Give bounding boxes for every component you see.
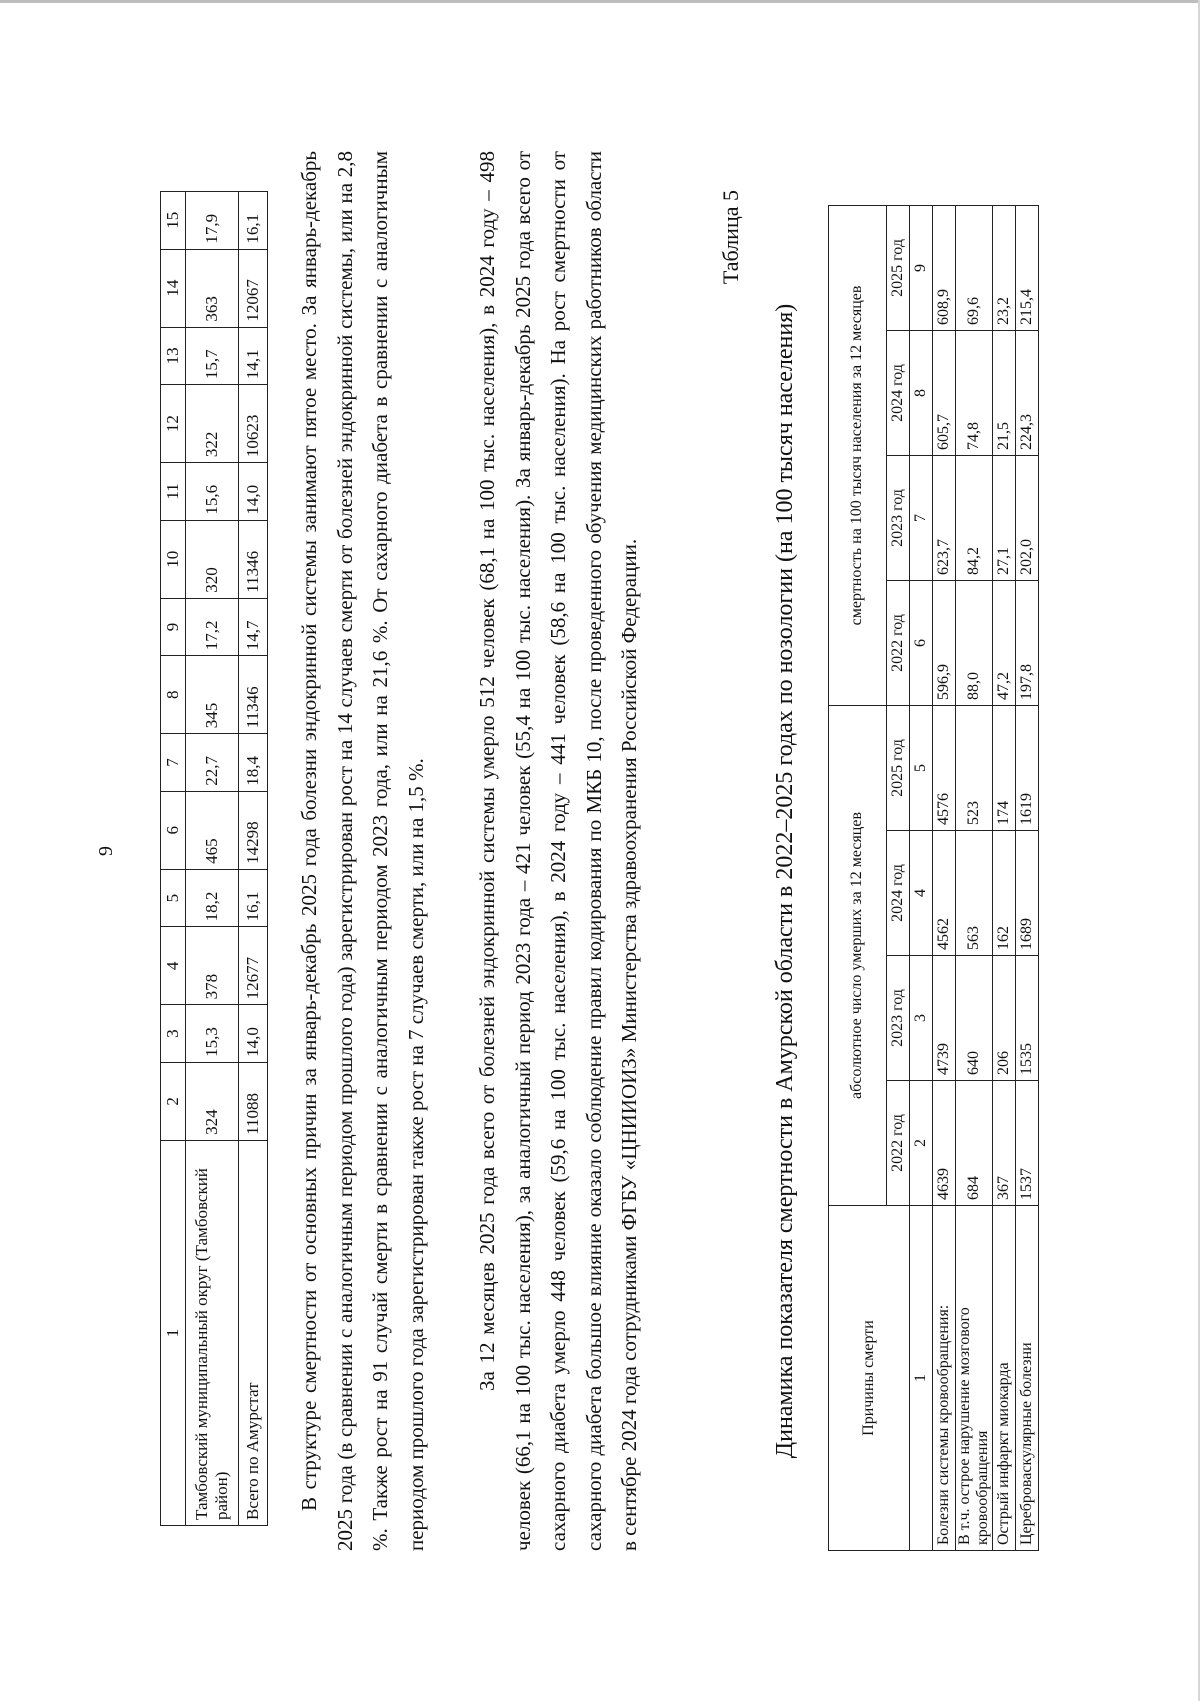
nosology-mortality-table — [828, 205, 1039, 1551]
table-cell: 465 — [186, 791, 239, 869]
table-header-cell: 5 — [910, 705, 933, 830]
table-cell: 1537 — [1016, 1081, 1039, 1206]
table-header-cell: 8 — [910, 330, 933, 455]
table-cell: 16,1 — [239, 869, 268, 927]
table-cell: 84,2 — [956, 455, 993, 580]
table-cell: 88,0 — [956, 580, 993, 705]
table-cell: 14298 — [239, 791, 268, 869]
table-row — [933, 205, 956, 1550]
table-cell: 197,8 — [1016, 580, 1039, 705]
table-cell: 608,9 — [933, 205, 956, 330]
table-header-row — [829, 205, 887, 1550]
table-cell: 11088 — [239, 1062, 268, 1140]
table-cell: 345 — [186, 656, 239, 734]
table-cell: 69,6 — [956, 205, 993, 330]
table-header-cell: 6 — [161, 791, 186, 869]
table-header-cell: 14 — [161, 249, 186, 327]
table-header-cell: 2025 год — [886, 205, 909, 330]
table-cell: 215,4 — [1016, 205, 1039, 330]
table-header-cell: 2 — [910, 1081, 933, 1206]
row-label: Всего по Амурстат — [239, 1140, 268, 1525]
table-cell: 523 — [956, 705, 993, 830]
table-group-header: смертность на 100 тысяч населения за 12 месяцев — [829, 205, 887, 705]
table-row — [1016, 205, 1039, 1550]
body-paragraph: За 12 месяцев 2025 года всего от болезней эндокринной системы умерло 512 человек (68,1 на 100 тыс. населения), в 2024 году – 498 человек (66,1 на 100 тыс. населения), за аналогичный период 2023 года – 421 человек (55,4 на 100 тыс. населения). За январь-декабрь 2025 года всего от сахарного диабета умерло 448 человек (59,6 на 100 тыс. населения), в 2024 году – 441 человек (58,6 на 100 тыс. населения). На рост смертности от сахарного диабета большое влияние оказало соблюдение правил кодирования по МКБ 10, после проведенного обучения медицинских работников области в сентябре 2024 года сотрудниками ФГБУ «ЦНИИОИЗ» Министерства здравоохранения Российской Федерации. — [475, 151, 641, 1551]
table-cell: 74,8 — [956, 330, 993, 455]
row-label: Болезни системы кровообращения: — [933, 1206, 956, 1551]
table-header-cell: 2025 год — [886, 705, 909, 830]
table-header-cell: 11 — [161, 463, 186, 521]
table-header-cell: 5 — [161, 869, 186, 927]
table-cell: 206 — [993, 956, 1016, 1081]
table-cell: 10623 — [239, 385, 268, 463]
table-header-cell: 3 — [161, 1005, 186, 1063]
table-header-cell: 2024 год — [886, 330, 909, 455]
table-header-cell: 2024 год — [886, 831, 909, 956]
table-header-cell: 8 — [161, 656, 186, 734]
table-row — [186, 192, 239, 1526]
table-cell: 363 — [186, 249, 239, 327]
table-header-cell: 1 — [161, 1140, 186, 1525]
table-header-cell: 2022 год — [886, 1081, 909, 1206]
table-cell: 27,1 — [993, 455, 1016, 580]
table-number-label: Таблица 5 — [718, 190, 743, 285]
table-cell: 174 — [993, 705, 1016, 830]
table-cell: 162 — [993, 831, 1016, 956]
district-mortality-table — [160, 191, 268, 1526]
table-cell: 14,0 — [239, 463, 268, 521]
table-group-header: абсолютное число умерших за 12 месяцев — [829, 705, 887, 1205]
table-cell: 12677 — [239, 927, 268, 1005]
table-cell: 563 — [956, 831, 993, 956]
table-title: Динамика показателя смертности в Амурской области в 2022–2025 годах по нозологии (на 100 тысяч населения) — [772, 303, 798, 1459]
table-cell: 224,3 — [1016, 330, 1039, 455]
row-label: Цереброваскулярные болезни — [1016, 1206, 1039, 1551]
table-header-cell: 9 — [910, 205, 933, 330]
page-number: 9 — [95, 846, 117, 856]
table-header-cell: 1 — [910, 1206, 933, 1551]
table-cell: 684 — [956, 1081, 993, 1206]
table-cell: 18,2 — [186, 869, 239, 927]
row-label: Острый инфаркт миокарда — [993, 1206, 1016, 1551]
table-cell: 21,5 — [993, 330, 1016, 455]
table-cell: 16,1 — [239, 192, 268, 250]
table-cell: 4739 — [933, 956, 956, 1081]
table-cell: 15,7 — [186, 327, 239, 385]
table-header-cell: 12 — [161, 385, 186, 463]
table-header-cell: 2023 год — [886, 956, 909, 1081]
table-header-cell: 7 — [910, 455, 933, 580]
table-cell: 17,9 — [186, 192, 239, 250]
table-header-cell: Причины смерти — [829, 1206, 910, 1551]
table-header-cell: 13 — [161, 327, 186, 385]
table-row — [993, 205, 1016, 1550]
table-header-cell: 15 — [161, 192, 186, 250]
table-cell: 14,0 — [239, 1005, 268, 1063]
table-cell: 4562 — [933, 831, 956, 956]
table-header-cell: 9 — [161, 598, 186, 656]
table-cell: 367 — [993, 1081, 1016, 1206]
table-cell: 1619 — [1016, 705, 1039, 830]
table-header-cell: 2023 год — [886, 455, 909, 580]
table-cell: 320 — [186, 520, 239, 598]
body-paragraph: В структуре смертности от основных причин за январь-декабрь 2025 года болезни эндокринной системы занимают пятое место. За январь-декабрь 2025 года (в сравнении с аналогичным периодом прошлого года) зарегистрирован рост на 14 случаев смерти от болезней эндокринной системы, или на 2,8 %. Также рост на 91 случай смерти в сравнении с аналогичным периодом 2023 года, или на 21,6 %. От сахарного диабета в сравнении с аналогичным периодом прошлого года зарегистрирован также рост на 7 случаев смерти, или на 1,5 %. — [297, 151, 428, 1551]
table-cell: 11346 — [239, 656, 268, 734]
table-cell: 605,7 — [933, 330, 956, 455]
table-cell: 640 — [956, 956, 993, 1081]
table-cell: 12067 — [239, 249, 268, 327]
table-number-row — [910, 205, 933, 1550]
table-header-cell: 2 — [161, 1062, 186, 1140]
table-cell: 1689 — [1016, 831, 1039, 956]
table-cell: 324 — [186, 1062, 239, 1140]
table-cell: 22,7 — [186, 734, 239, 792]
table-header-cell: 7 — [161, 734, 186, 792]
table-cell: 18,4 — [239, 734, 268, 792]
table-cell: 1535 — [1016, 956, 1039, 1081]
table-cell: 322 — [186, 385, 239, 463]
table-header-row — [161, 192, 186, 1526]
table-cell: 4639 — [933, 1081, 956, 1206]
table-header-cell: 4 — [161, 927, 186, 1005]
table-row — [239, 192, 268, 1526]
table-cell: 11346 — [239, 520, 268, 598]
table-cell: 47,2 — [993, 580, 1016, 705]
table-cell: 4576 — [933, 705, 956, 830]
table-header-cell: 4 — [910, 831, 933, 956]
table-header-cell: 6 — [910, 580, 933, 705]
row-label: В т.ч. острое нарушение мозгового кровообращения — [956, 1206, 993, 1551]
table-cell: 378 — [186, 927, 239, 1005]
table-cell: 14,1 — [239, 327, 268, 385]
table-cell: 23,2 — [993, 205, 1016, 330]
table-header-cell: 2022 год — [886, 580, 909, 705]
table-cell: 15,6 — [186, 463, 239, 521]
row-label: Тамбовский муниципальный округ (Тамбовский район) — [186, 1140, 239, 1525]
table-cell: 202,0 — [1016, 455, 1039, 580]
table-cell: 17,2 — [186, 598, 239, 656]
table-row — [956, 205, 993, 1550]
table-header-cell: 3 — [910, 956, 933, 1081]
table-header-cell: 10 — [161, 520, 186, 598]
table-cell: 15,3 — [186, 1005, 239, 1063]
table-cell: 623,7 — [933, 455, 956, 580]
table-cell: 14,7 — [239, 598, 268, 656]
table-cell: 596,9 — [933, 580, 956, 705]
